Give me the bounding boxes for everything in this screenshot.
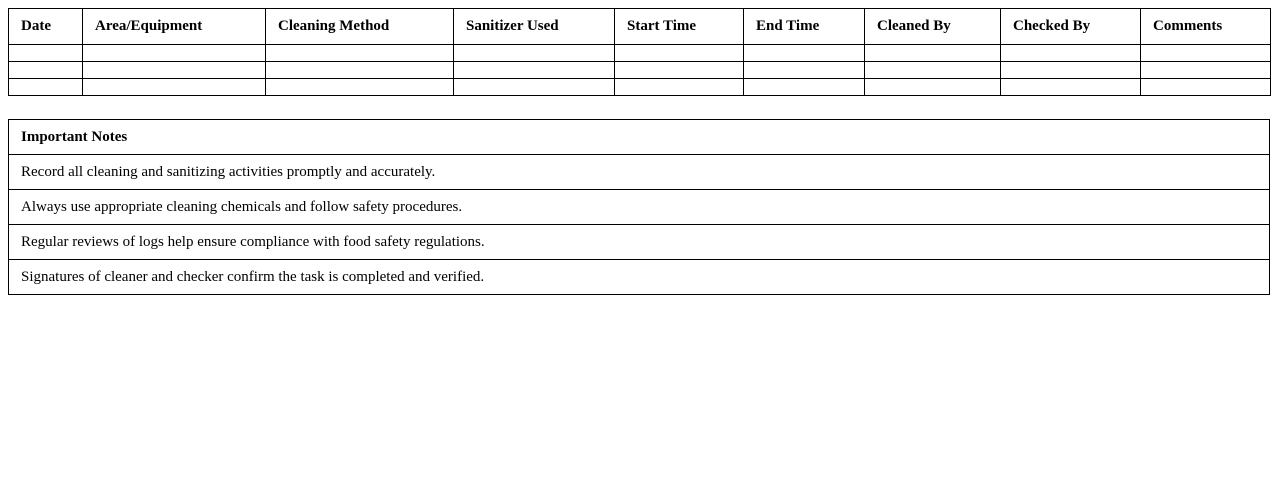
list-item <box>9 225 1270 260</box>
table-cell[interactable] <box>615 45 744 62</box>
table-row <box>9 45 1271 62</box>
column-header-comments: Comments <box>1141 9 1271 45</box>
note-text: Signatures of cleaner and checker confirm the task is completed and verified. <box>9 260 1270 295</box>
table-cell[interactable] <box>83 62 266 79</box>
list-item <box>9 260 1270 295</box>
note-text: Always use appropriate cleaning chemicals and follow safety procedures. <box>9 190 1270 225</box>
table-cell[interactable] <box>865 62 1001 79</box>
column-header-checked-by: Checked By <box>1001 9 1141 45</box>
table-cell[interactable] <box>83 45 266 62</box>
table-cell[interactable] <box>1001 79 1141 96</box>
notes-title: Important Notes <box>9 120 1270 155</box>
table-cell[interactable] <box>266 79 454 96</box>
table-cell[interactable] <box>9 79 83 96</box>
column-header-sanitizer-used: Sanitizer Used <box>454 9 615 45</box>
note-text: Record all cleaning and sanitizing activities promptly and accurately. <box>9 155 1270 190</box>
table-cell[interactable] <box>9 45 83 62</box>
table-cell[interactable] <box>615 62 744 79</box>
table-cell[interactable] <box>1141 45 1271 62</box>
table-cell[interactable] <box>744 45 865 62</box>
column-header-end-time: End Time <box>744 9 865 45</box>
column-header-cleaned-by: Cleaned By <box>865 9 1001 45</box>
table-cell[interactable] <box>1001 45 1141 62</box>
table-cell[interactable] <box>1141 62 1271 79</box>
list-item <box>9 155 1270 190</box>
table-cell[interactable] <box>865 45 1001 62</box>
table-cell[interactable] <box>454 45 615 62</box>
table-cell[interactable] <box>744 62 865 79</box>
table-cell[interactable] <box>83 79 266 96</box>
cleaning-log-table <box>8 8 1271 96</box>
table-cell[interactable] <box>865 79 1001 96</box>
note-text: Regular reviews of logs help ensure compliance with food safety regulations. <box>9 225 1270 260</box>
table-cell[interactable] <box>615 79 744 96</box>
table-row <box>9 62 1271 79</box>
table-cell[interactable] <box>1001 62 1141 79</box>
table-row <box>9 79 1271 96</box>
notes-header-row <box>9 120 1270 155</box>
list-item <box>9 190 1270 225</box>
column-header-area-equipment: Area/Equipment <box>83 9 266 45</box>
table-cell[interactable] <box>744 79 865 96</box>
table-cell[interactable] <box>1141 79 1271 96</box>
table-cell[interactable] <box>266 62 454 79</box>
table-header-row <box>9 9 1271 45</box>
column-header-cleaning-method: Cleaning Method <box>266 9 454 45</box>
table-cell[interactable] <box>454 79 615 96</box>
column-header-date: Date <box>9 9 83 45</box>
column-header-start-time: Start Time <box>615 9 744 45</box>
table-cell[interactable] <box>454 62 615 79</box>
important-notes-table <box>8 119 1270 295</box>
table-cell[interactable] <box>9 62 83 79</box>
table-cell[interactable] <box>266 45 454 62</box>
